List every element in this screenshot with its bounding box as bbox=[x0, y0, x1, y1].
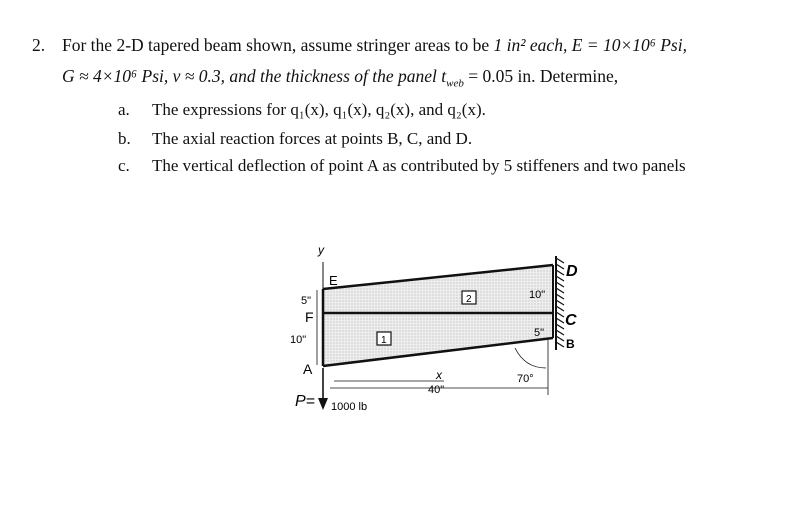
load-value: 1000 lb bbox=[331, 401, 368, 413]
left-bottom-dim: 10" bbox=[290, 334, 307, 346]
item-b-label: b. bbox=[118, 129, 131, 148]
line2-end: = 0.05 in. Determine, bbox=[463, 66, 619, 86]
right-bottom-dim: 5" bbox=[534, 327, 545, 339]
panel-upper bbox=[323, 265, 553, 313]
panel-lower bbox=[323, 313, 553, 366]
y-axis-label: y bbox=[318, 243, 324, 257]
line2-text: G ≈ 4×10⁶ Psi, ν ≈ 0.3, and the thickness of the panel t bbox=[62, 66, 447, 86]
problem-number: 2. bbox=[32, 35, 46, 55]
length-dim-label: 40" bbox=[428, 384, 445, 396]
line2-sub: web bbox=[446, 77, 464, 90]
wall-hatching bbox=[556, 258, 564, 347]
left-top-dim: 5" bbox=[301, 295, 312, 307]
point-f-label: F bbox=[305, 309, 314, 325]
x-axis-label: x bbox=[436, 368, 442, 382]
load-symbol: P= bbox=[295, 393, 316, 410]
line1-area: 1 in² each, E = 10×10⁶ Psi, bbox=[493, 35, 687, 55]
line1-prefix: For the 2-D tapered beam shown, assume stringer areas to be bbox=[62, 35, 494, 55]
item-c-label: c. bbox=[118, 156, 130, 175]
item-b-text: The axial reaction forces at points B, C, and D. bbox=[152, 129, 473, 148]
panel-2-label: 2 bbox=[466, 294, 472, 305]
angle-label: 70° bbox=[517, 373, 534, 385]
load-arrowhead bbox=[318, 398, 328, 410]
item-a-text: The expressions for q₁(x), q₁(x), q₂(x), and q₂(x). bbox=[152, 100, 486, 119]
right-top-dim: 10" bbox=[529, 289, 546, 301]
item-c-text: The vertical deflection of point A as contributed by 5 stiffeners and two panels bbox=[152, 156, 686, 175]
point-c-label: C bbox=[565, 312, 577, 329]
point-b-label: B bbox=[566, 337, 575, 351]
point-e-label: E bbox=[329, 273, 338, 288]
angle-arc bbox=[515, 348, 546, 368]
item-a-label: a. bbox=[118, 100, 130, 119]
point-a-label: A bbox=[303, 361, 313, 377]
panel-1-label: 1 bbox=[381, 335, 387, 346]
point-d-label: D bbox=[566, 263, 578, 280]
